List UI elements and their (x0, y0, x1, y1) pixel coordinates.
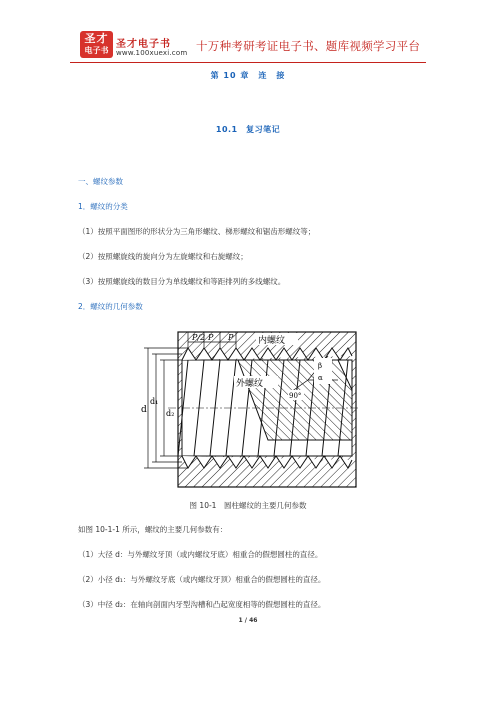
paragraph-intro: 如图 10-1-1 所示，螺纹的主要几何参数有： (78, 525, 228, 534)
header-divider (70, 62, 426, 63)
paragraph-2: （2）按照螺旋线的旋向分为左旋螺纹和右旋螺纹； (78, 252, 248, 261)
header-slogan: 十万种考研考证电子书、题库视频学习平台 (196, 39, 421, 53)
angle-label-bg (314, 358, 332, 384)
label-90: 90° (289, 392, 302, 400)
paragraph-4: （1）大径 d：与外螺纹牙顶（或内螺纹牙底）相重合的假想圆柱的直径。 (78, 550, 323, 559)
label-d1: d₁ (150, 397, 159, 406)
brand-logo[interactable] (80, 31, 113, 58)
paragraph-6: （3）中径 d₂：在轴向剖面内牙型沟槽和凸起宽度相等的假想圆柱的直径。 (78, 600, 326, 609)
logo-text-bottom: 电子书 (84, 46, 109, 55)
paragraph-3: （3）按照螺旋线的数目分为单线螺纹和等距排列的多线螺纹。 (78, 277, 286, 286)
label-d2: d₂ (166, 409, 175, 418)
section-title: 10.1 复习笔记 (215, 125, 281, 134)
paragraph-1: （1）按照平面图形的形状分为三角形螺纹、梯形螺纹和锯齿形螺纹等； (78, 227, 316, 236)
thread-diagram (138, 330, 360, 490)
label-d: d (141, 405, 147, 415)
thread-parameters-figure (138, 330, 360, 490)
label-inner-thread: 内螺纹 (258, 336, 286, 346)
label-p-half: P/2 (192, 333, 206, 342)
label-beta: β (318, 362, 323, 370)
logo-text-top: 圣才 (84, 32, 109, 45)
label-p-2: P (228, 333, 234, 342)
label-outer-thread: 外螺纹 (236, 379, 264, 389)
paragraph-5: （2）小径 d₁：与外螺纹牙底（或内螺纹牙顶）相重合的假想圆柱的直径。 (78, 575, 326, 584)
page-number: 1 / 46 (238, 617, 258, 624)
label-p: P (208, 333, 214, 342)
label-alpha: α (318, 374, 323, 382)
figure-caption: 图 10-1 圆柱螺纹的主要几何参数 (189, 501, 307, 510)
heading-thread-types: 1．螺纹的分类 (78, 202, 128, 211)
heading-level-1: 一、螺纹参数 (78, 177, 123, 186)
brand-url[interactable]: www.100xuexi.com (116, 49, 188, 57)
chapter-title: 第 10 章 连 接 (210, 71, 286, 80)
heading-thread-geometry: 2．螺纹的几何参数 (78, 302, 143, 311)
brand-name: 圣才电子书 (116, 39, 171, 50)
